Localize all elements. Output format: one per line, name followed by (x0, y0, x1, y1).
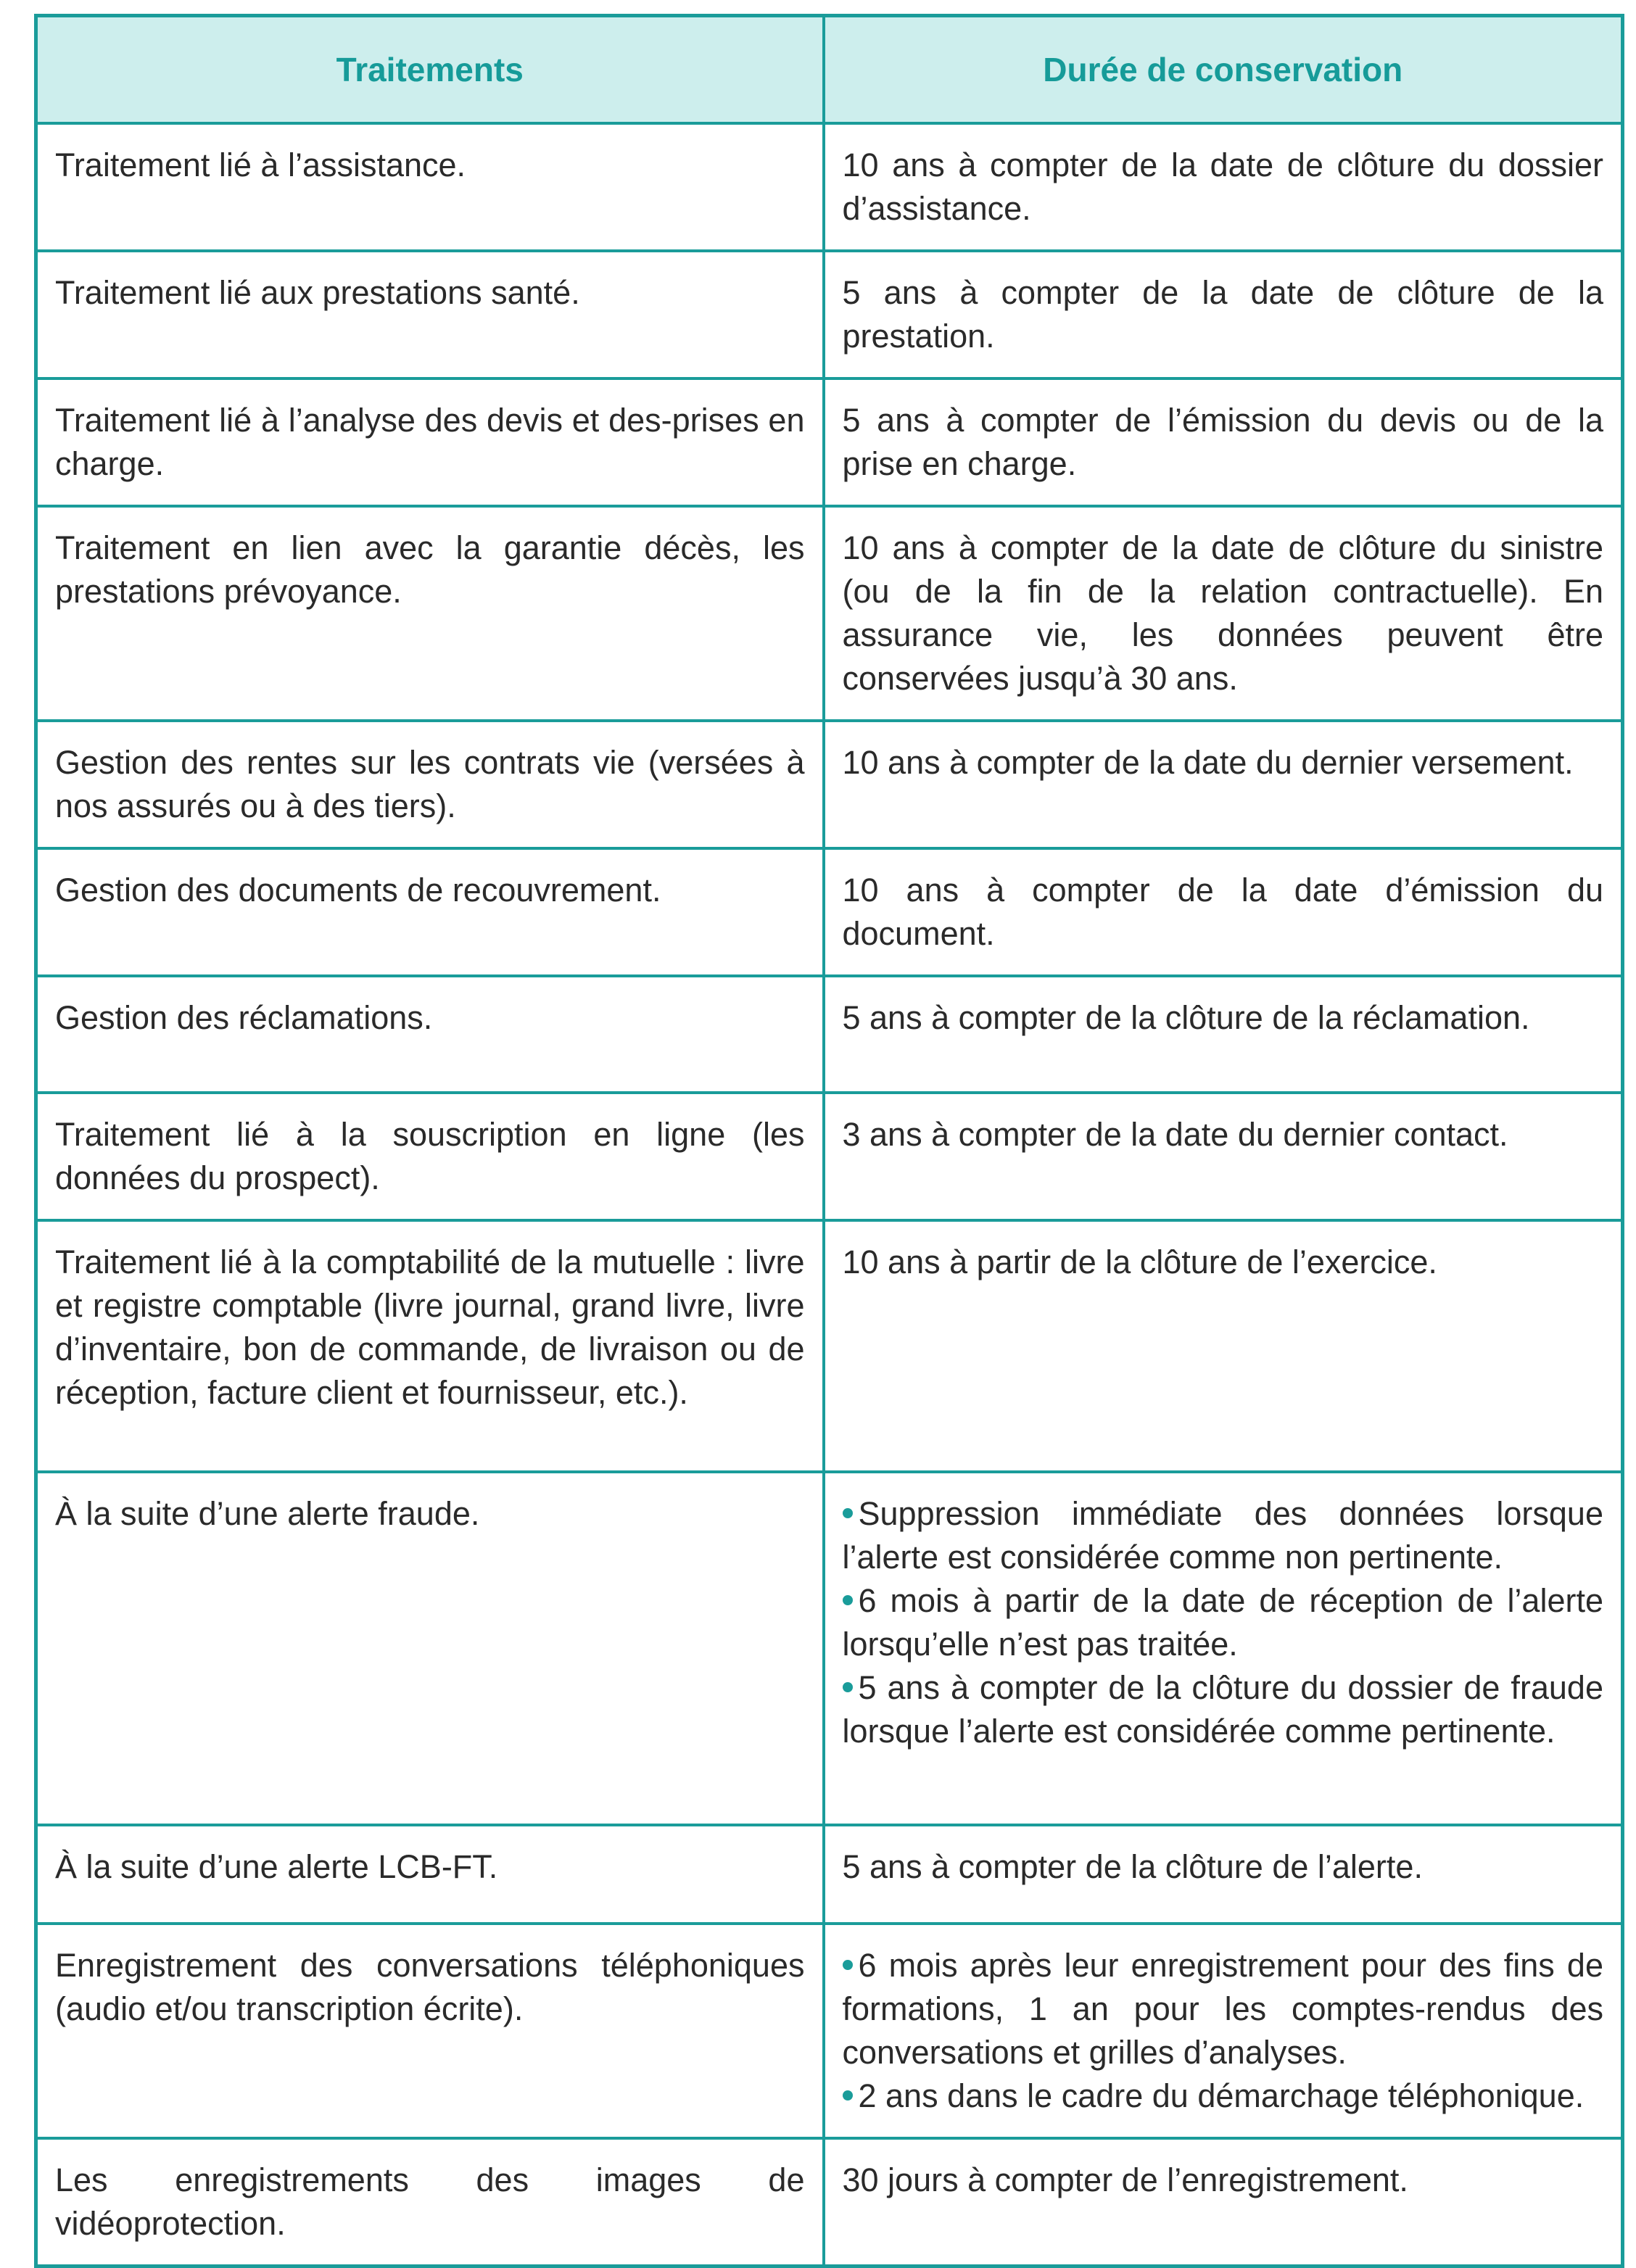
duration-cell (824, 123, 1623, 251)
treatment-cell: Enregistrement des conversations téléphoniques (audio et/ou transcription écrite). (36, 1924, 824, 2138)
header-duree-conservation: Durée de conservation (824, 16, 1623, 124)
duration-item-text: 5 ans à compter de la clôture de la réclamation. (842, 999, 1530, 1036)
duration-item-text: 5 ans à compter de la clôture de l’alerte. (842, 1848, 1423, 1885)
duration-cell (824, 378, 1623, 506)
duration-text (843, 1241, 1604, 1284)
treatment-cell: À la suite d’une alerte LCB-FT. (36, 1825, 824, 1924)
table-row (36, 1924, 1623, 2138)
duration-item-text: 10 ans à compter de la date du dernier versement. (842, 744, 1574, 781)
treatment-cell: Gestion des documents de recouvrement. (36, 848, 824, 976)
treatment-cell: Les enregistrements des images de vidéoprotection. (36, 2138, 824, 2267)
duration-cell (824, 1093, 1623, 1220)
duration-item-text: 30 jours à compter de l’enregistrement. (842, 2161, 1408, 2198)
table-row (36, 378, 1623, 506)
duration-text (843, 996, 1604, 1040)
duration-text (843, 1113, 1604, 1156)
treatment-cell: Traitement lié aux prestations santé. (36, 251, 824, 378)
table-row (36, 1220, 1623, 1472)
duration-cell (824, 976, 1623, 1093)
duration-item-text: 10 ans à compter de la date d’émission du document. (842, 872, 1603, 952)
treatment-cell: Traitement lié à l’assistance. (36, 123, 824, 251)
table-body (36, 123, 1623, 2267)
bullet-dot-icon (843, 1682, 853, 1692)
table-row (36, 1472, 1623, 1825)
duration-text (843, 741, 1604, 785)
treatment-cell: Traitement lié à la souscription en ligne (les données du prospect). (36, 1093, 824, 1220)
table-row (36, 251, 1623, 378)
duration-item-text: 3 ans à compter de la date du dernier contact. (842, 1116, 1508, 1153)
bullet-dot-icon (843, 2090, 853, 2101)
duration-bullet-item (843, 1944, 1604, 2074)
duration-cell (824, 1472, 1623, 1825)
duration-text (843, 2159, 1604, 2202)
bullet-dot-icon (843, 1960, 853, 1970)
treatment-cell: Traitement en lien avec la garantie décès, les prestations prévoyance. (36, 506, 824, 721)
retention-table-container (34, 14, 1621, 2268)
duration-item-text: 5 ans à compter de l’émission du devis ou de la prise en charge. (842, 402, 1603, 482)
duration-bullet-item (843, 1492, 1604, 1579)
treatment-cell: Traitement lié à l’analyse des devis et des-prises en charge. (36, 378, 824, 506)
duration-item-text: 10 ans à partir de la clôture de l’exercice. (842, 1243, 1437, 1280)
treatment-cell: Gestion des rentes sur les contrats vie (versées à nos assurés ou à des tiers). (36, 721, 824, 848)
duration-text (843, 1845, 1604, 1889)
duration-bullet-item (843, 1579, 1604, 1666)
bullet-dot-icon (843, 1595, 853, 1605)
duration-item-text: 5 ans à compter de la date de clôture de la prestation. (842, 274, 1603, 355)
table-row (36, 2138, 1623, 2267)
table-header (36, 16, 1623, 124)
bullet-dot-icon (843, 1508, 853, 1518)
duration-cell (824, 1220, 1623, 1472)
duration-bullet-item (843, 2074, 1604, 2118)
table-row (36, 848, 1623, 976)
table-row (36, 1825, 1623, 1924)
duration-bullet-item (843, 1666, 1604, 1753)
duration-cell (824, 1924, 1623, 2138)
duration-item-text: 6 mois à partir de la date de réception de l’alerte lorsqu’elle n’est pas traitée. (842, 1582, 1603, 1663)
table-row (36, 1093, 1623, 1220)
duration-cell (824, 506, 1623, 721)
treatment-cell: Gestion des réclamations. (36, 976, 824, 1093)
duration-text (843, 271, 1604, 358)
duration-text (843, 526, 1604, 700)
duration-item-text: 2 ans dans le cadre du démarchage téléphonique. (858, 2077, 1585, 2114)
duration-cell (824, 848, 1623, 976)
duration-item-text: 10 ans à compter de la date de clôture du sinistre (ou de la fin de la relation contractuelle). En assurance vie, les données peuvent être conservées jusqu’à 30 ans. (842, 529, 1603, 697)
table-row (36, 506, 1623, 721)
duration-text (843, 144, 1604, 231)
treatment-cell: Traitement lié à la comptabilité de la mutuelle : livre et registre comptable (livre journal, grand livre, livre d’inventaire, bon de commande, de livraison ou de réception, facture client et fournisseur, etc.). (36, 1220, 824, 1472)
duration-cell (824, 721, 1623, 848)
duration-text (843, 869, 1604, 956)
duration-cell (824, 2138, 1623, 2267)
duration-item-text: Suppression immédiate des données lorsque l’alerte est considérée comme non pertinente. (842, 1495, 1603, 1576)
header-row (36, 16, 1623, 124)
header-traitements: Traitements (36, 16, 824, 124)
duration-item-text: 5 ans à compter de la clôture du dossier de fraude lorsque l’alerte est considérée comme pertinente. (842, 1669, 1603, 1750)
duration-item-text: 6 mois après leur enregistrement pour des fins de formations, 1 an pour les comptes-rendus des conversations et grilles d’analyses. (842, 1947, 1603, 2071)
duration-cell (824, 251, 1623, 378)
table-row (36, 721, 1623, 848)
duration-text (843, 399, 1604, 486)
treatment-cell: À la suite d’une alerte fraude. (36, 1472, 824, 1825)
table-row (36, 976, 1623, 1093)
duration-item-text: 10 ans à compter de la date de clôture du dossier d’assistance. (842, 146, 1603, 227)
duration-cell (824, 1825, 1623, 1924)
table-row (36, 123, 1623, 251)
retention-table (34, 14, 1624, 2268)
